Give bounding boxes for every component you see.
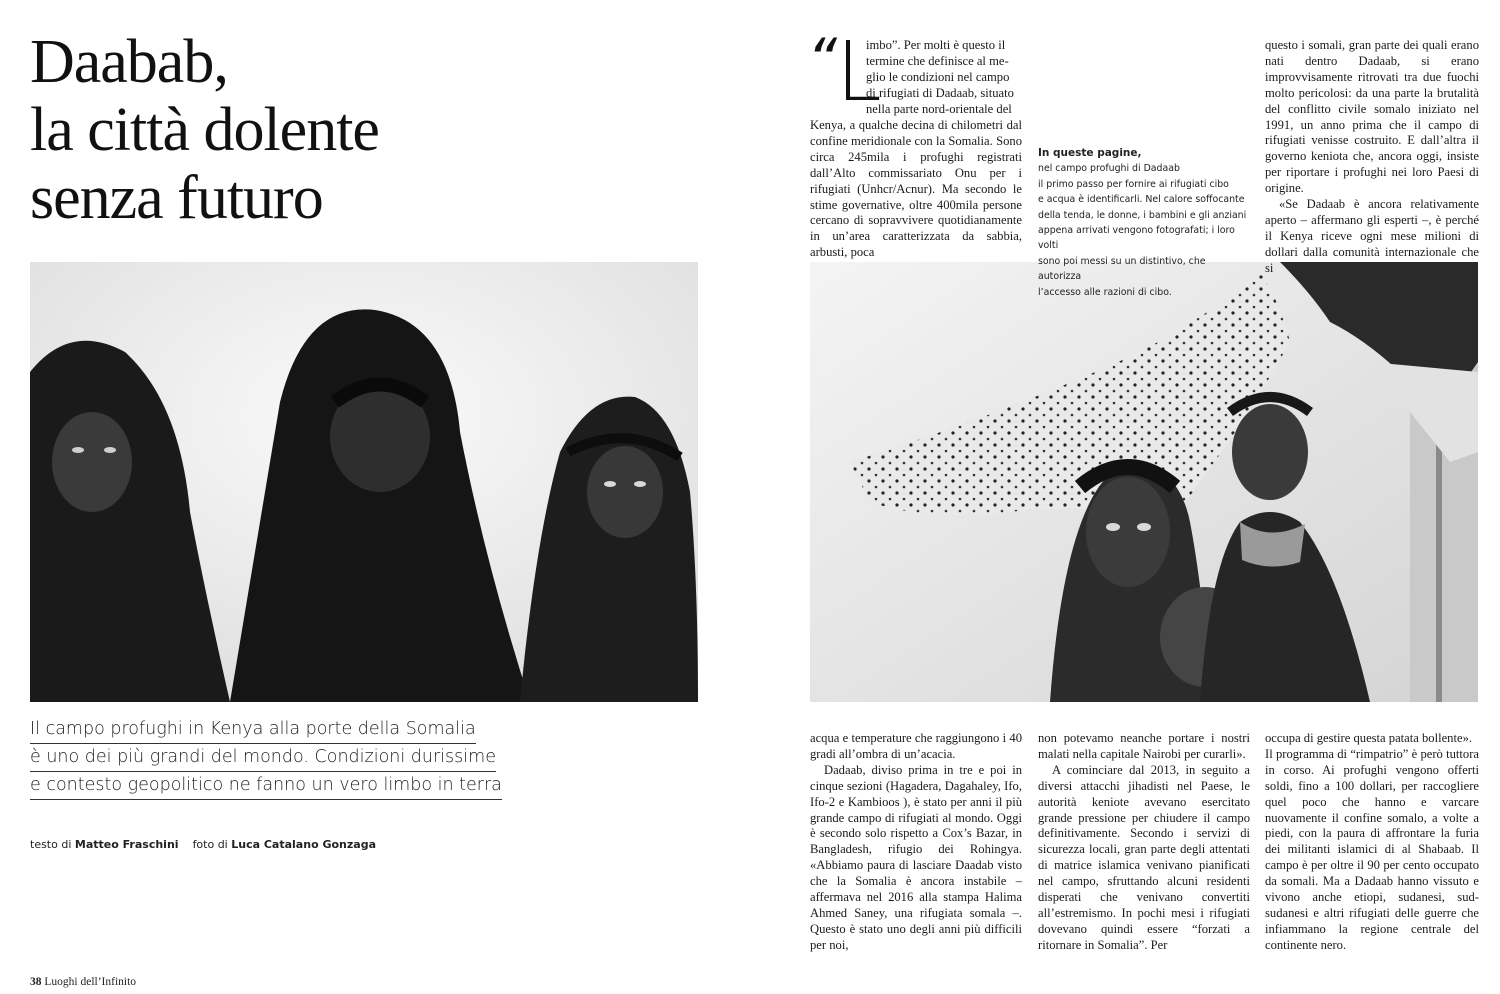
body-line: termine che definisce al me-	[866, 53, 1009, 68]
body-paragraph: occupa di gestire questa patata bollente».	[1265, 731, 1473, 745]
photo-right	[810, 262, 1478, 702]
page-number: 38	[30, 976, 42, 988]
title-line: senza futuro	[30, 164, 323, 232]
column-1-top-indented	[866, 38, 1022, 118]
standfirst-line: Il campo profughi in Kenya alla porte della Somalia	[30, 716, 476, 744]
drop-cap: L	[836, 25, 882, 120]
body-paragraph: Kenya, a qualche decina di chilometri dal confine meridionale con la Somalia. Sono circa 245mila i profughi registrati dall’Alto commissariato Onu per i rifugiati (Unhcr/Acnur). Ma secondo le stime governative, oltre 400mila persone cercano di sopravvivere quotidianamente in un’area caratterizzata da sabbia, arbusti, poca	[810, 118, 1022, 260]
standfirst-line: è uno dei più grandi del mondo. Condizioni durissime	[30, 744, 496, 772]
photo-caption	[1038, 146, 1248, 300]
caption-line: il primo passo per fornire ai rifugiati cibo	[1038, 178, 1229, 190]
caption-line: nel campo profughi di Dadaab	[1038, 163, 1180, 175]
standfirst	[30, 716, 502, 800]
column-2-bottom	[1038, 731, 1250, 954]
column-1-top	[810, 118, 1022, 261]
body-line: glio le condizioni nel campo	[866, 69, 1010, 84]
body-paragraph: Il programma di “rimpatrio” è però tuttora in corso. Ai profughi vengono offerti soldi, fino a 100 dollari, per raccogliere quel poco che hanno e varcare nuovamente il confine somalo, a volte a piedi, con la paura di affrontare la furia dei militanti islamici di al Shabaab. Il campo è per oltre il 90 per cento occupato da somali. Ma a Dadaab hanno vissuto e vivono anche etiopi, sudanesi, sud-sudanesi e altri rifugiati delle guerre che infiammano la regione centrale del continente nero.	[1265, 746, 1479, 952]
photo-credit-label: foto di	[192, 838, 228, 851]
photo-three-veiled-girls-icon	[30, 262, 698, 702]
photo-author: Luca Catalano Gonzaga	[231, 838, 376, 851]
photo-left	[30, 262, 698, 702]
body-paragraph: acqua e temperature che raggiungono i 40 gradi all’ombra di un’acacia.	[810, 731, 1022, 761]
body-line: di rifugiati di Dadaab, situato	[866, 85, 1014, 100]
folio	[30, 976, 136, 988]
text-credit-label: testo di	[30, 838, 72, 851]
column-1-bottom	[810, 731, 1022, 954]
column-3-top	[1265, 38, 1479, 277]
byline	[30, 838, 376, 851]
title-line: Daabab,	[30, 28, 228, 96]
caption-line: e acqua è identificarli. Nel calore soffocante	[1038, 194, 1245, 206]
title-line: la città dolente	[30, 96, 379, 164]
caption-lead: In queste pagine,	[1038, 147, 1142, 159]
article-title	[30, 28, 730, 232]
drop-quote-mark: “	[807, 26, 838, 94]
photo-woman-girl-spotted-cloth-icon	[810, 262, 1478, 702]
caption-line: sono poi messi su un distintivo, che autorizza	[1038, 255, 1206, 283]
caption-line: della tenda, le donne, i bambini e gli anziani	[1038, 209, 1247, 221]
body-paragraph: Dadaab, diviso prima in tre e poi in cinque sezioni (Hagadera, Dagahaley, Ifo, Ifo-2 e Kambioos ), è stato per anni il più grande campo di rifugiati al mondo. Oggi è secondo solo rispetto a Cox’s Bazar, in Bangladesh, rifugio dei Rohingya. «Abbiamo paura di lasciare Daadab visto che la Somalia è ancora instabile – affermava nel 2016 alla stampa Halima Ahmed Saney, una rifugiata somala –. Questo è stato uno degli anni più difficili per noi,	[810, 762, 1022, 952]
caption-line: l’accesso alle razioni di cibo.	[1038, 286, 1172, 298]
caption-line: appena arrivati vengono fotografati; i loro volti	[1038, 225, 1235, 252]
body-paragraph: questo i somali, gran parte dei quali erano nati dentro Dadaab, si erano improvvisamente ritrovati tra due fuochi molto pericolosi: da una parte la brutalità del conflitto civile somalo iniziato nel 1991, un anno prima che il campo di rifugiati venisse costruito. E dall’altra il governo keniota che, ancora oggi, insiste per riportare i profughi nei loro Paesi di origine.	[1265, 38, 1479, 196]
magazine-name: Luoghi dell’Infinito	[44, 976, 137, 988]
body-line: imbo”. Per molti è questo il	[866, 38, 1006, 52]
body-paragraph: «Se Dadaab è ancora relativamente aperto – affermano gli esperti –, è perché il Kenya riceve ogni mese milioni di dollari dalla comunità internazionale che si	[1265, 197, 1479, 275]
standfirst-line: e contesto geopolitico ne fanno un vero limbo in terra	[30, 772, 502, 800]
text-author: Matteo Fraschini	[74, 838, 179, 851]
body-line: nella parte nord-orientale del	[866, 101, 1012, 116]
body-paragraph: A cominciare dal 2013, in seguito a diversi attacchi jihadisti nel Paese, le autorità keniote avevano esercitato grande pressione per chiudere il campo definitivamente. Secondo i servizi di sicurezza locali, gran parte degli attentati di matrice islamica venivano pianificati nel campo, sfruttando alcuni residenti disperati che venivano convertiti all’estremismo. In pochi mesi i rifugiati dovevano quindi essere “forzati a ritornare in Somalia”. Per	[1038, 762, 1250, 952]
column-3-bottom	[1265, 731, 1479, 954]
body-paragraph: non potevamo neanche portare i nostri malati nella capitale Nairobi per curarli».	[1038, 731, 1250, 761]
